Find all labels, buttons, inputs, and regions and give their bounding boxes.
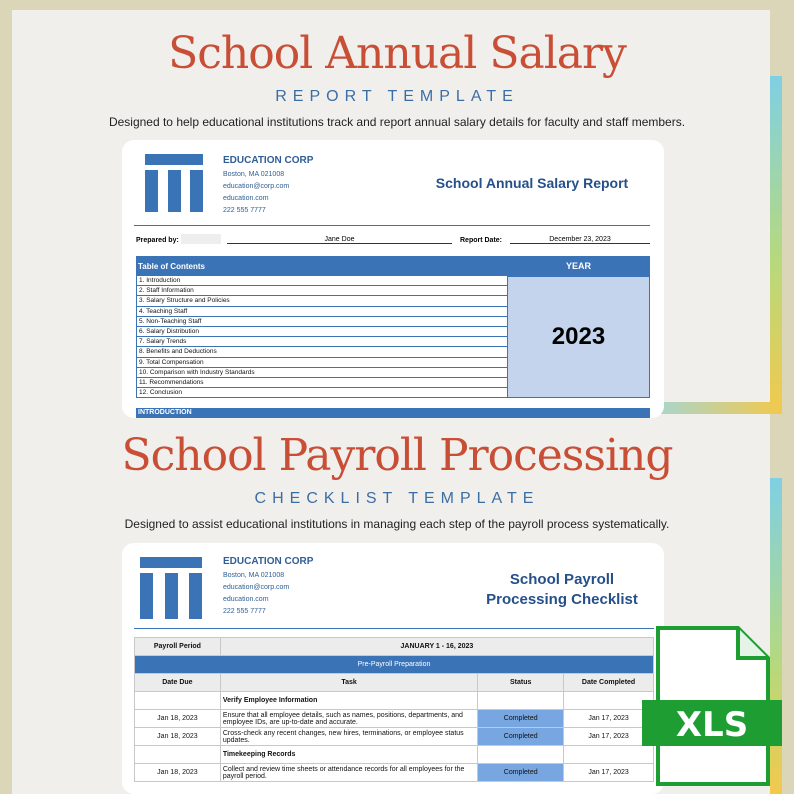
toc-item: 8. Benefits and Deductions bbox=[136, 347, 507, 357]
section2-description: Designed to assist educational institutions in managing each step of the payroll process systematically. bbox=[124, 517, 670, 531]
column-header: Date Completed bbox=[564, 674, 654, 692]
checklist-title bbox=[462, 570, 662, 610]
company-info bbox=[223, 155, 313, 214]
payroll-period-label: Payroll Period bbox=[135, 638, 221, 656]
toc-item: 9. Total Compensation bbox=[136, 358, 507, 368]
date-due[interactable]: Jan 18, 2023 bbox=[135, 764, 221, 782]
xls-file-icon bbox=[640, 626, 784, 788]
toc-header: Table of Contents bbox=[138, 262, 205, 271]
building-logo-icon bbox=[140, 557, 202, 619]
payroll-table bbox=[134, 637, 654, 782]
section2-subtitle: CHECKLIST TEMPLATE bbox=[254, 490, 540, 507]
company-address: Boston, MA 021008 bbox=[223, 171, 285, 178]
date-completed[interactable]: Jan 17, 2023 bbox=[564, 728, 654, 746]
toc-item: 7. Salary Trends bbox=[136, 337, 507, 347]
task-text[interactable]: Ensure that all employee details, such as names, positions, departments, and employee IDs, are up-to-date and accurate. bbox=[220, 710, 477, 728]
toc-item: 4. Teaching Staff bbox=[136, 307, 507, 317]
prepared-by-row bbox=[136, 234, 650, 244]
company-name: EDUCATION CORP bbox=[223, 155, 314, 166]
company-email: education@corp.com bbox=[223, 584, 290, 591]
checklist-title-line1: School Payroll bbox=[509, 571, 615, 588]
toc-item: 12. Conclusion bbox=[136, 388, 507, 398]
status-cell[interactable]: Completed bbox=[478, 764, 564, 782]
column-header: Status bbox=[478, 674, 564, 692]
status-cell[interactable]: Completed bbox=[478, 710, 564, 728]
prepared-by-label: Prepared by: bbox=[136, 237, 179, 244]
table-row bbox=[135, 710, 654, 728]
task-text[interactable]: Cross-check any recent changes, new hires, terminations, or employee status updates. bbox=[220, 728, 477, 746]
payroll-period-value[interactable]: JANUARY 1 - 16, 2023 bbox=[220, 638, 653, 656]
date-due[interactable]: Jan 18, 2023 bbox=[135, 728, 221, 746]
header-divider bbox=[134, 628, 654, 629]
company-phone: 222 555 7777 bbox=[223, 207, 266, 214]
year-header: YEAR bbox=[565, 261, 591, 271]
company-address: Boston, MA 021008 bbox=[223, 572, 285, 579]
company-name: EDUCATION CORP bbox=[223, 556, 314, 567]
introduction-header: INTRODUCTION bbox=[136, 408, 650, 418]
xls-label: XLS bbox=[675, 705, 749, 745]
toc-item: 5. Non-Teaching Staff bbox=[136, 317, 507, 327]
section2-title: School Payroll Processing bbox=[121, 430, 673, 481]
section1-title: School Annual Salary bbox=[168, 28, 626, 79]
column-header: Date Due bbox=[135, 674, 221, 692]
salary-report-preview bbox=[122, 140, 664, 418]
section1-subtitle: REPORT TEMPLATE bbox=[275, 88, 519, 105]
table-of-contents bbox=[136, 256, 650, 398]
date-due[interactable]: Jan 18, 2023 bbox=[135, 710, 221, 728]
checklist-title-line2: Processing Checklist bbox=[486, 591, 638, 608]
payroll-checklist-preview bbox=[122, 543, 664, 794]
year-value: 2023 bbox=[507, 276, 650, 398]
task-text[interactable]: Collect and review time sheets or attendance records for all employees for the payroll period. bbox=[220, 764, 477, 782]
section1-description: Designed to help educational institutions track and report annual salary details for faculty and staff members. bbox=[108, 115, 686, 129]
report-title: School Annual Salary Report bbox=[435, 175, 629, 191]
toc-item: 3. Salary Structure and Policies bbox=[136, 296, 507, 306]
date-completed[interactable]: Jan 17, 2023 bbox=[564, 710, 654, 728]
column-header: Task bbox=[220, 674, 477, 692]
report-date-value[interactable]: December 23, 2023 bbox=[510, 236, 650, 244]
company-email: education@corp.com bbox=[223, 183, 290, 190]
building-logo-icon bbox=[145, 154, 203, 212]
table-row bbox=[135, 728, 654, 746]
header-divider bbox=[134, 225, 650, 226]
toc-item: 1. Introduction bbox=[136, 276, 507, 286]
section-header: Pre-Payroll Preparation bbox=[135, 656, 654, 674]
table-row bbox=[135, 764, 654, 782]
company-website: education.com bbox=[223, 195, 269, 202]
toc-item: 11. Recommendations bbox=[136, 378, 507, 388]
report-date-label: Report Date: bbox=[460, 237, 503, 244]
prepared-by-value[interactable]: Jane Doe bbox=[227, 236, 452, 244]
company-website: education.com bbox=[223, 596, 269, 603]
company-phone: 222 555 7777 bbox=[223, 608, 266, 615]
toc-item: 6. Salary Distribution bbox=[136, 327, 507, 337]
task-group: Timekeeping Records bbox=[220, 746, 477, 764]
task-group: Verify Employee Information bbox=[220, 692, 477, 710]
status-cell[interactable]: Completed bbox=[478, 728, 564, 746]
date-completed[interactable]: Jan 17, 2023 bbox=[564, 764, 654, 782]
company-info bbox=[223, 556, 313, 615]
toc-item: 2. Staff Information bbox=[136, 286, 507, 296]
toc-item: 10. Comparison with Industry Standards bbox=[136, 368, 507, 378]
